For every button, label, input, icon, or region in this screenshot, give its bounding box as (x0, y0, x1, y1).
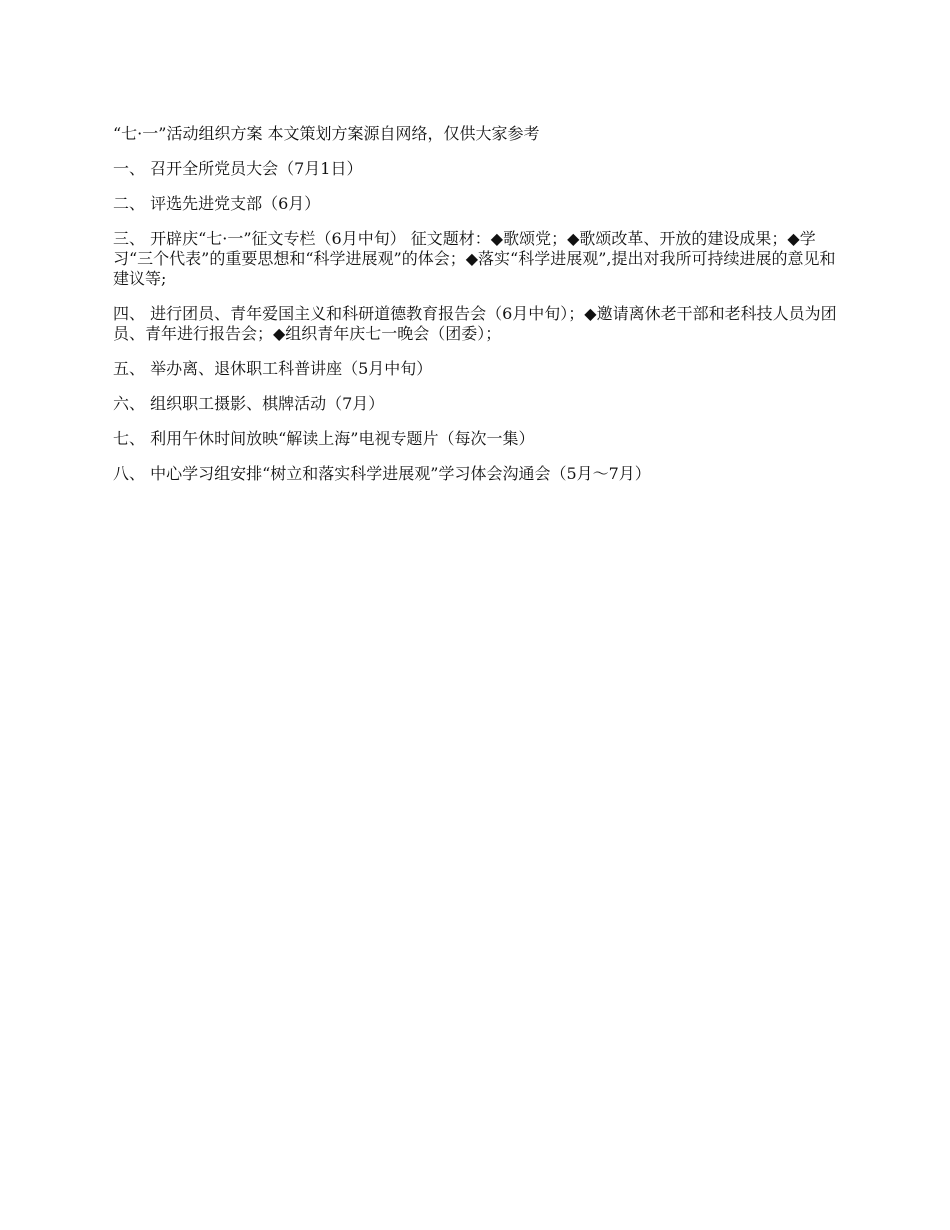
document-title-line: “七·一”活动组织方案 本文策划方案源自网络，仅供大家参考 (113, 124, 540, 143)
list-item-7: 七、 利用午休时间放映“解读上海”电视专题片（每次一集） (113, 429, 535, 448)
list-item-6: 六、 组织职工摄影、棋牌活动（7月） (113, 394, 385, 413)
list-item-1: 一、 召开全所党员大会（7月1日） (113, 159, 363, 178)
document-body (113, 124, 841, 499)
list-item-8: 八、 中心学习组安排“树立和落实科学进展观”学习体会沟通会（5月～7月） (113, 464, 651, 483)
list-item-3: 三、 开辟庆“七·一”征文专栏（6月中旬） 征文题材：◆歌颂党；◆歌颂改革、开放的建设成果；◆学习“三个代表”的重要思想和“科学进展观”的体会；◆落实“科学进展观”,提出对我所可持续进展的意见和建议等; (113, 229, 836, 288)
list-item-4: 四、 进行团员、青年爱国主义和科研道德教育报告会（6月中旬）；◆邀请离休老干部和老科技人员为团员、青年进行报告会；◆组织青年庆七一晚会（团委）； (113, 304, 837, 343)
list-item-2: 二、 评选先进党支部（6月） (113, 194, 321, 213)
list-item-5: 五、 举办离、退休职工科普讲座（5月中旬） (113, 359, 433, 378)
